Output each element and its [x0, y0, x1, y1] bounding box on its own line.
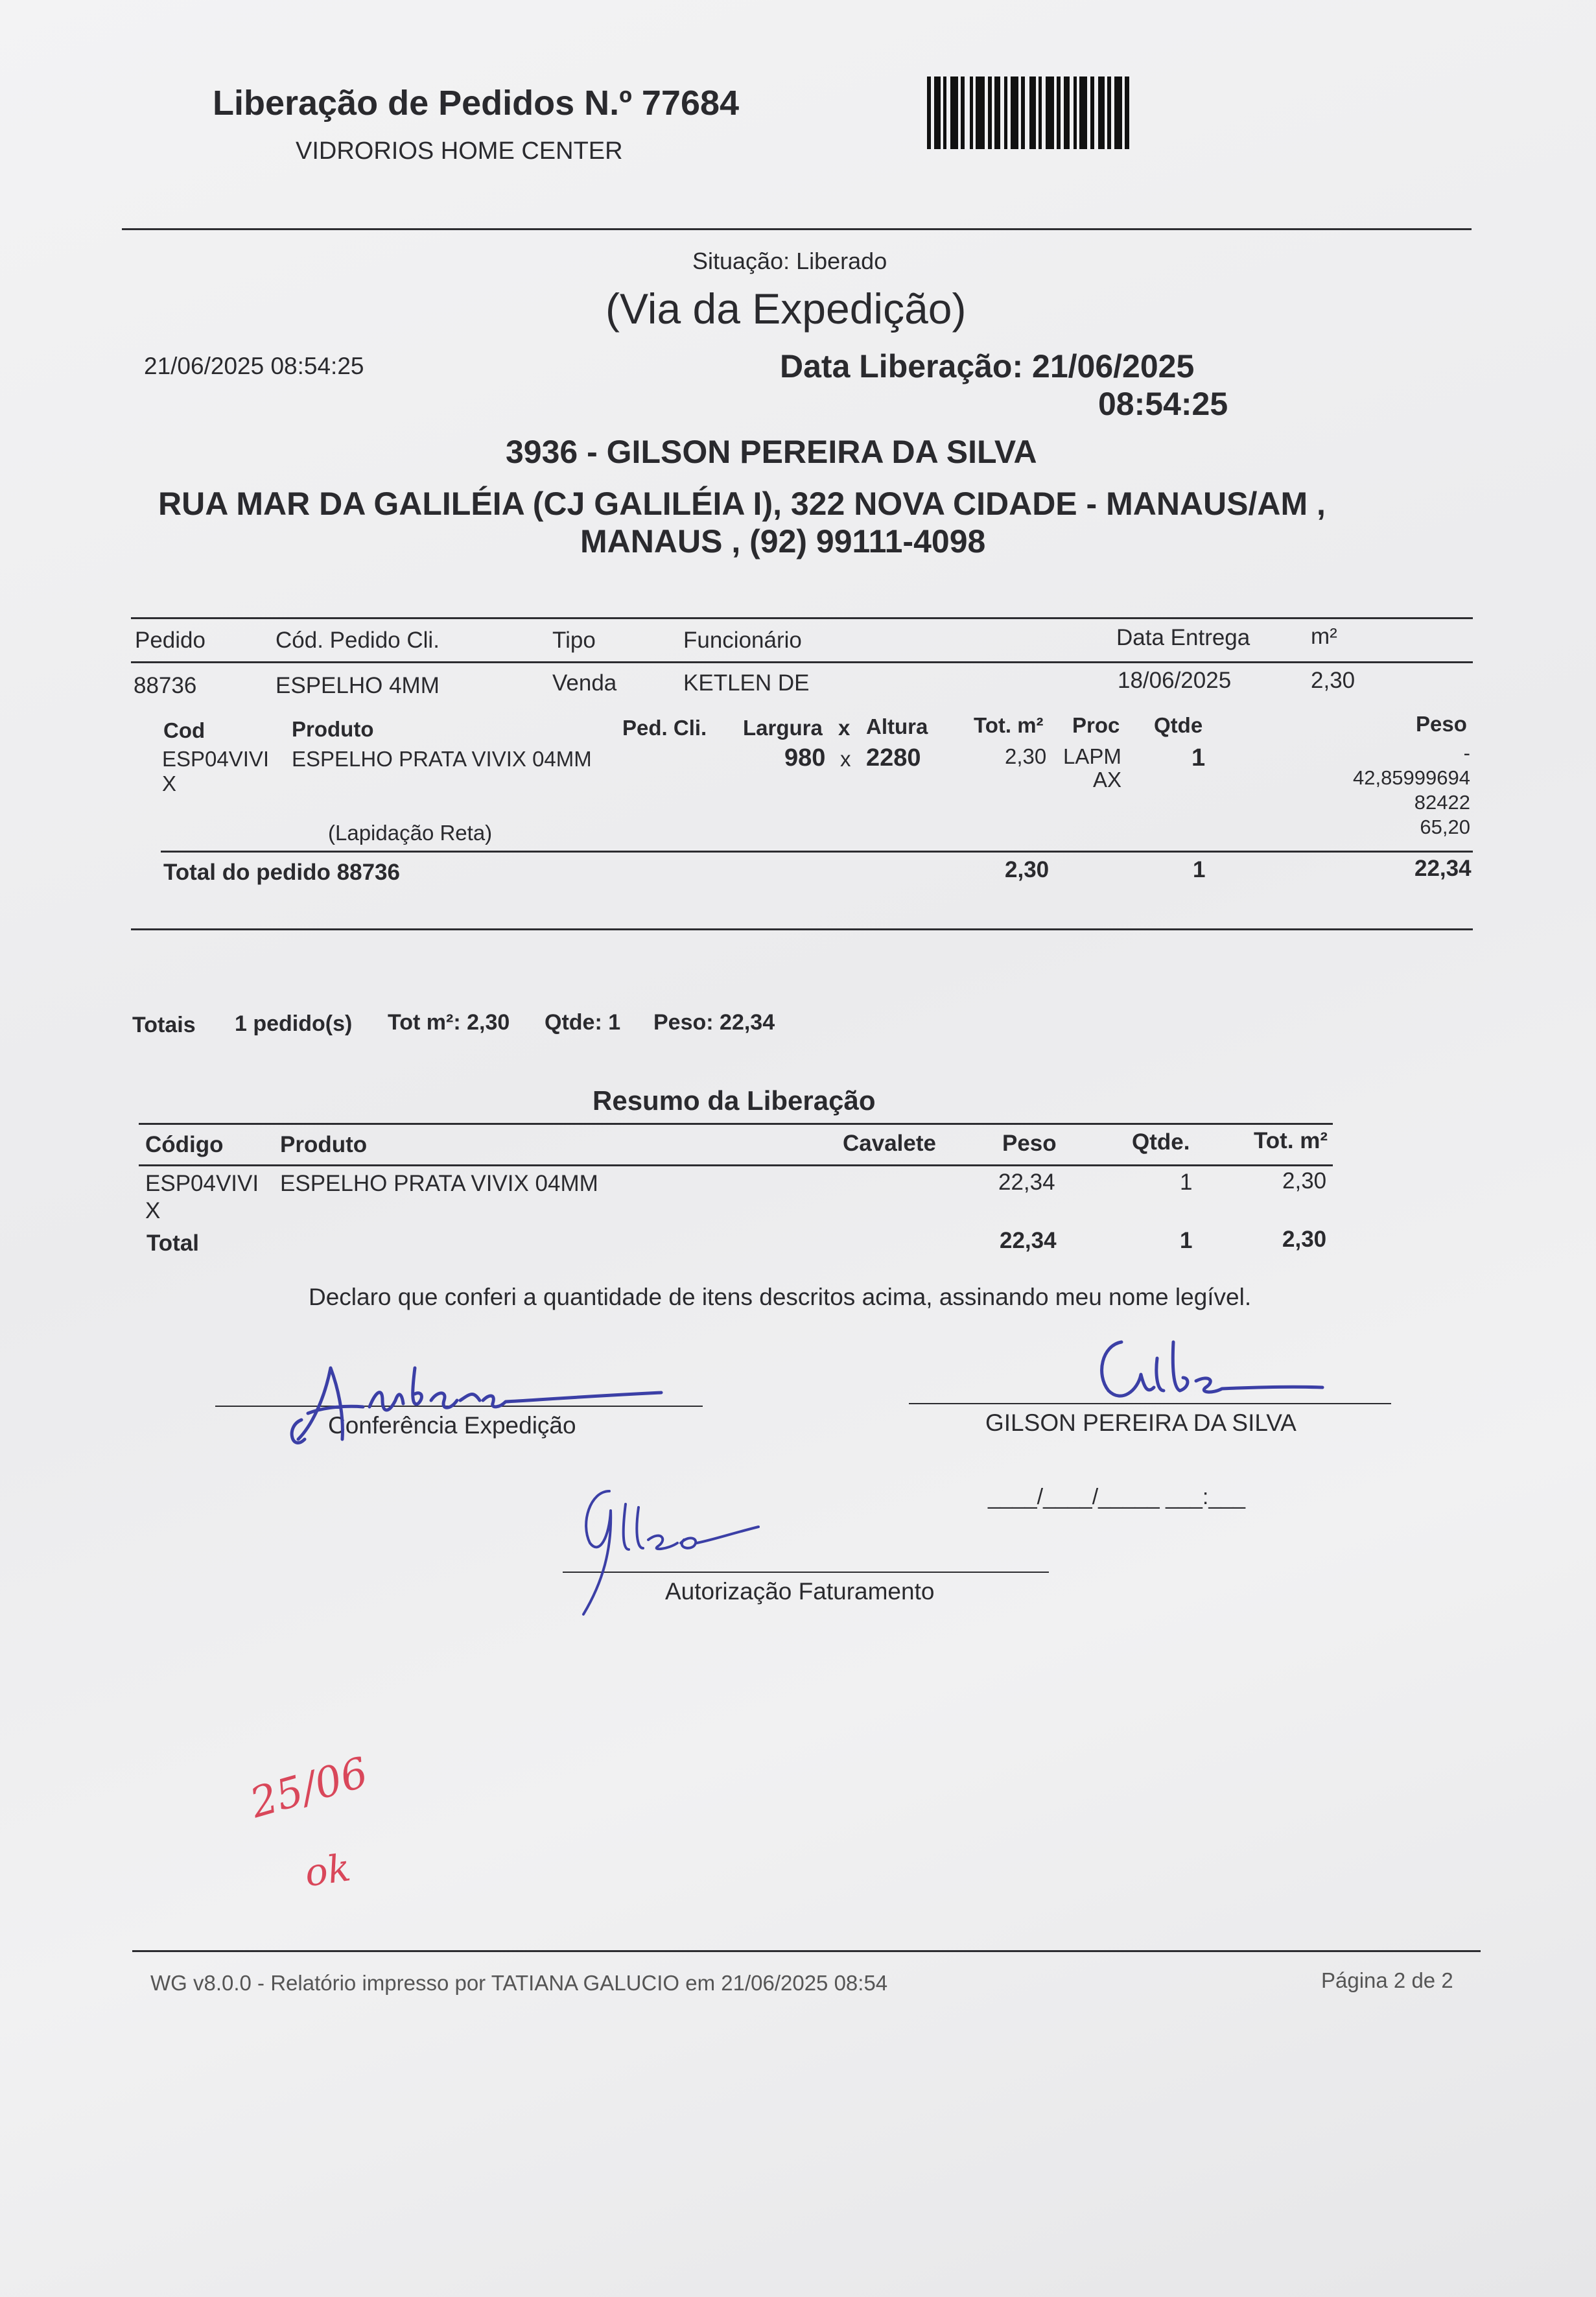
- item-largura: 980: [784, 744, 826, 772]
- summary-header-peso: Peso: [1002, 1131, 1057, 1156]
- autorizacao-signature-handwriting: [564, 1478, 771, 1621]
- summary-codigo-line2: X: [145, 1198, 161, 1223]
- item-qtde: 1: [1191, 744, 1206, 772]
- client-address-line2: MANAUS , (92) 99111-4098: [580, 523, 986, 560]
- order-table-bottom-border: [131, 928, 1473, 930]
- via-title: (Via da Expedição): [605, 285, 967, 333]
- item-peso-line1: -: [1463, 742, 1470, 764]
- summary-header-produto: Produto: [280, 1132, 368, 1157]
- order-tipo: Venda: [552, 670, 617, 696]
- items-header-produto: Produto: [292, 717, 374, 741]
- order-table-header-border: [131, 661, 1473, 663]
- item-tot-m2: 2,30: [1005, 744, 1047, 768]
- order-total-qtde: 1: [1193, 857, 1206, 882]
- header-data-entrega: Data Entrega: [1116, 625, 1250, 650]
- summary-tot-m2: 2,30: [1282, 1168, 1327, 1194]
- summary-total-qtde: 1: [1180, 1228, 1193, 1253]
- handwritten-date-note: 25/06: [245, 1749, 373, 1828]
- footer-printed-by: WG v8.0.0 - Relatório impresso por TATIANA GALUCIO em 21/06/2025 08:54: [150, 1971, 888, 1995]
- items-header-largura: Largura: [743, 716, 823, 740]
- header-tipo: Tipo: [552, 628, 596, 653]
- data-liberacao: Data Liberação: 21/06/2025: [780, 348, 1195, 384]
- item-x: x: [840, 747, 851, 771]
- totals-pedidos: 1 pedido(s): [235, 1011, 353, 1036]
- declaration-text: Declaro que conferi a quantidade de itens descritos acima, assinando meu nome legível.: [309, 1284, 1252, 1310]
- header-cod-pedido-cli: Cód. Pedido Cli.: [276, 628, 440, 653]
- footer-divider: [132, 1950, 1481, 1952]
- item-altura: 2280: [866, 744, 921, 772]
- header-funcionario: Funcionário: [683, 628, 802, 653]
- summary-header-qtde: Qtde.: [1132, 1129, 1190, 1155]
- handwritten-ok-note: ok: [302, 1845, 353, 1896]
- items-header-qtde: Qtde: [1154, 713, 1203, 737]
- order-cod-pedido-cli: ESPELHO 4MM: [276, 673, 440, 698]
- totals-qtde: Qtde: 1: [545, 1010, 621, 1035]
- summary-header-cavalete: Cavalete: [843, 1131, 936, 1156]
- item-peso-line2: 42,85999694: [1352, 766, 1470, 789]
- summary-header-border: [139, 1164, 1333, 1166]
- item-cod-line1: ESP04VIVI: [162, 747, 270, 771]
- conferencia-label: Conferência Expedição: [328, 1412, 576, 1439]
- summary-total-label: Total: [147, 1231, 200, 1256]
- print-datetime: 21/06/2025 08:54:25: [144, 353, 364, 379]
- client-signature-handwriting: [1083, 1329, 1342, 1413]
- items-header-peso: Peso: [1416, 712, 1467, 736]
- order-data-entrega: 18/06/2025: [1118, 668, 1232, 693]
- client-address-line1: RUA MAR DA GALILÉIA (CJ GALILÉIA I), 322 NOVA CIDADE - MANAUS/AM ,: [158, 486, 1326, 522]
- order-table-top-border: [131, 617, 1473, 619]
- summary-header-tot-m2: Tot. m²: [1254, 1128, 1328, 1153]
- item-note: (Lapidação Reta): [328, 821, 493, 845]
- summary-title: Resumo da Liberação: [593, 1085, 876, 1116]
- conferencia-signature-handwriting: [285, 1329, 674, 1459]
- header-divider: [122, 228, 1472, 230]
- summary-top-border: [139, 1123, 1333, 1125]
- totals-peso: Peso: 22,34: [653, 1010, 775, 1035]
- items-header-proc: Proc: [1072, 713, 1120, 737]
- item-proc-line2: AX: [1093, 768, 1122, 792]
- items-header-ped-cli: Ped. Cli.: [622, 716, 707, 740]
- situacao-text: Situação: Liberado: [692, 248, 887, 274]
- item-proc-line1: LAPM: [1063, 744, 1121, 768]
- document-title: Liberação de Pedidos N.º 77684: [213, 84, 740, 123]
- order-total-m2: 2,30: [1005, 857, 1050, 882]
- items-header-x: x: [838, 716, 851, 740]
- order-m2: 2,30: [1311, 668, 1355, 693]
- company-name: VIDRORIOS HOME CENTER: [296, 137, 623, 165]
- autorizacao-label: Autorização Faturamento: [665, 1578, 935, 1605]
- order-total-label: Total do pedido 88736: [163, 860, 400, 885]
- summary-peso: 22,34: [998, 1170, 1055, 1195]
- summary-total-tot-m2: 2,30: [1282, 1227, 1327, 1252]
- order-funcionario: KETLEN DE: [683, 670, 810, 696]
- client-signature-label: GILSON PEREIRA DA SILVA: [985, 1409, 1297, 1436]
- summary-total-peso: 22,34: [1000, 1228, 1057, 1253]
- summary-qtde: 1: [1180, 1170, 1193, 1195]
- client-name: 3936 - GILSON PEREIRA DA SILVA: [506, 434, 1037, 470]
- date-time-blank: ____/____/_____ ___:___: [988, 1485, 1246, 1509]
- header-m2: m²: [1311, 624, 1337, 649]
- items-total-border: [161, 851, 1473, 853]
- barcode: [927, 77, 1160, 149]
- header-pedido: Pedido: [135, 628, 205, 653]
- item-cod-line2: X: [162, 772, 177, 795]
- items-header-altura: Altura: [866, 714, 928, 738]
- totals-label: Totais: [132, 1013, 196, 1037]
- summary-header-codigo: Código: [145, 1132, 224, 1157]
- footer-page-number: Página 2 de 2: [1321, 1968, 1453, 1992]
- totals-m2: Tot m²: 2,30: [388, 1010, 510, 1035]
- item-peso-line3: 82422: [1414, 791, 1470, 814]
- order-total-peso: 22,34: [1414, 856, 1472, 881]
- item-peso-line4: 65,20: [1420, 816, 1470, 838]
- summary-produto: ESPELHO PRATA VIVIX 04MM: [280, 1171, 598, 1196]
- items-header-tot-m2: Tot. m²: [974, 713, 1044, 737]
- summary-codigo-line1: ESP04VIVI: [145, 1171, 259, 1196]
- order-pedido: 88736: [134, 673, 197, 698]
- data-liberacao-time: 08:54:25: [1098, 386, 1228, 422]
- item-produto: ESPELHO PRATA VIVIX 04MM: [292, 747, 592, 771]
- items-header-cod: Cod: [163, 718, 205, 742]
